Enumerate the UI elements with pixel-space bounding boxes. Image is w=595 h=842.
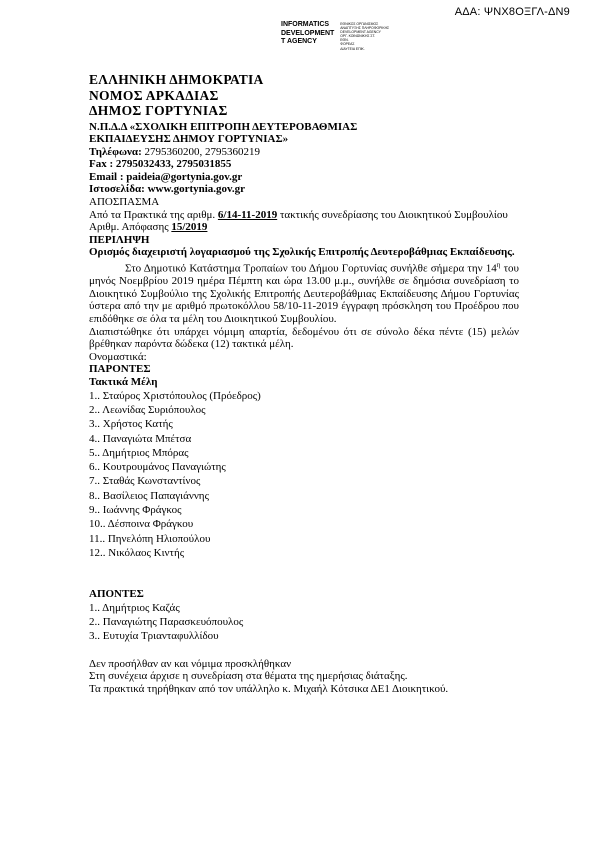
website-label: Ιστοσελίδα:	[89, 183, 145, 196]
para1-superscript: η	[496, 261, 501, 270]
list-item: 3.. Χρήστος Κατής	[89, 418, 173, 431]
spacer	[89, 644, 519, 658]
decision-number-line	[89, 221, 519, 234]
closing-not-attended: Δεν προσήλθαν αν και νόμιμα προσκλήθηκαν	[89, 657, 292, 670]
closing-session-start: Στη συνέχεια άρχισε η συνεδρίαση στα θέματα της ημερήσιας διάταξης.	[89, 670, 408, 683]
paragraph-meeting	[89, 259, 519, 326]
para1-part-b: του μηνός Νοεμβρίου 2019 ημέρα Πέμπτη και ώρα 13.00 μ.μ., συνήλθε σε δημόσια συνεδρίαση το Διοικητικό Συμβούλιο της Σχολικής Επιτροπής Δευτεροβάθμιας Εκπαίδευσης Δήμου Γορτυνίας ύστερα από την με αριθμό πρωτοκόλλου 58/10-11-2019 έγγραφη πρόσκληση του Προέδρου που επιδόθηκε σε όλα τα μέλη του Διοικητικού Συμβουλίου.	[89, 262, 519, 326]
summary-heading: ΠΕΡΙΛΗΨΗ	[89, 233, 150, 246]
fax-line: Fax : 2795032433, 2795031855	[89, 158, 232, 171]
logo-line: T AGENCY	[281, 38, 317, 46]
decision-number: 15/2019	[171, 221, 208, 234]
list-item: 10.. Δέσποινα Φράγκου	[89, 518, 194, 531]
list-item: 9.. Ιωάννης Φράγκος	[89, 504, 182, 516]
logo-line: DEVELOPMENT	[281, 29, 335, 37]
present-heading: ΠΑΡΟΝΤΕΣ	[89, 363, 151, 376]
logo-side-line: DEVELOPMENT AGENCY	[340, 30, 381, 35]
phone-value: 2795360200, 2795360219	[141, 145, 260, 158]
minutes-reference	[89, 209, 519, 222]
phone-label: Τηλέφωνα:	[89, 145, 142, 158]
list-item: 6.. Κουτρουμάνος Παναγιώτης	[89, 461, 226, 474]
logo-side-line: ΕΘΝ.	[340, 38, 349, 43]
ada-code: ΑΔΑ: ΨΝΧ8ΟΞΓΛ-ΔΝ9	[454, 6, 570, 18]
list-item: 7.. Σταθάς Κωνσταντίνος	[89, 475, 201, 488]
diavgeia-logo	[281, 21, 389, 51]
minutes-post: τακτικής συνεδρίασης του Διοικητικού Συμβουλίου	[277, 208, 508, 221]
list-item: 1.. Σταύρος Χριστόπουλος (Πρόεδρος)	[89, 389, 261, 402]
regular-members-heading: Τακτικά Μέλη	[89, 376, 158, 389]
logo-side-line: ΕΘΝΙΚΟΣ ΟΡΓΑΝΙΣΜΟΣ	[340, 22, 379, 26]
summary-text: Ορισμός διαχειριστή λογαριασμού της Σχολικής Επιτροπής Δευτεροβάθμιας Εκπαίδευσης.	[89, 246, 515, 259]
logo-main-text	[281, 21, 334, 51]
paragraph-quorum: Διαπιστώθηκε ότι υπάρχει νόμιμη απαρτία, δεδομένου ότι σε σύνολο δέκα πέντε (15) μελών βρέθηκαν παρόντα δώδεκα (12) τακτικά μέλη.	[89, 325, 519, 351]
logo-side-text	[340, 22, 389, 51]
list-item: 5.. Δημήτριος Μπόρας	[89, 446, 189, 459]
header-prefecture: ΝΟΜΟΣ ΑΡΚΑΔΙΑΣ	[89, 87, 219, 103]
minutes-pre: Από τα Πρακτικά της αριθμ.	[89, 208, 218, 221]
logo-side-line: ΑΝΑΠΤΥΞΗΣ ΠΛΗΡΟΦΟΡΙΚΗΣ	[340, 26, 390, 31]
logo-line: INFORMATICS	[281, 21, 330, 28]
spacer	[89, 560, 519, 588]
document-body	[89, 72, 519, 695]
list-item: 4.. Παναγιώτα Μπέτσα	[89, 432, 192, 445]
list-item: 1.. Δημήτριος Καζάς	[89, 601, 180, 614]
logo-side-line: ΦΟΡΕΑΣ	[340, 42, 355, 47]
email-line: Email : paideia@gortynia.gov.gr	[89, 170, 243, 183]
meeting-number: 6/14-11-2019	[217, 208, 278, 221]
website-value: www.gortynia.gov.gr	[144, 183, 246, 196]
list-item: 2.. Παναγιώτης Παρασκευόπουλος	[89, 616, 244, 629]
list-item: 3.. Ευτυχία Τριανταφυλλίδου	[89, 630, 219, 643]
logo-side-line: ΟΡΓ. ΚΟΙΝΩΝΙΚΗΣ ΣΤ.	[340, 34, 376, 39]
closing-minutes-keeper: Τα πρακτικά τηρήθηκαν από τον υπάλληλο κ. Μιχαήλ Κότσικα ΔΕ1 Διοικητικού.	[89, 682, 449, 695]
header-municipality: ΔΗΜΟΣ ΓΟΡΤΥΝΙΑΣ	[89, 103, 228, 118]
decision-label: Αριθμ. Απόφασης	[89, 221, 172, 234]
doc-type: ΑΠΟΣΠΑΣΜΑ	[89, 196, 160, 209]
phone-line	[89, 146, 519, 159]
absent-members-list	[89, 601, 519, 644]
present-members-list	[89, 389, 519, 561]
absent-heading: ΑΠΟΝΤΕΣ	[89, 588, 144, 601]
list-item: 12.. Νικόλαος Κιντής	[89, 546, 185, 559]
list-item: 11.. Πηνελόπη Ηλιοπούλου	[89, 532, 211, 545]
by-name-label: Ονομαστικά:	[89, 350, 147, 363]
list-item: 2.. Λεωνίδας Συριόπουλος	[89, 403, 206, 416]
logo-side-line: ΔΙΑΥΓΕΙΑ ΕΠΙΚ.	[340, 46, 365, 51]
header-entity-line2: ΕΚΠΑΙΔΕΥΣΗΣ ΔΗΜΟΥ ΓΟΡΤΥΝΙΑΣ»	[89, 133, 289, 146]
website-line	[89, 183, 519, 196]
para1-part-a: Στο Δημοτικό Κατάστημα Τροπαίων του Δήμου Γορτυνίας συνήλθε σήμερα την 14	[125, 262, 497, 275]
header-republic: ΕΛΛΗΝΙΚΗ ΔΗΜΟΚΡΑΤΙΑ	[89, 72, 264, 87]
header-entity-line1: Ν.Π.Δ.Δ «ΣΧΟΛΙΚΗ ΕΠΙΤΡΟΠΗ ΔΕΥΤΕΡΟΒΑΘΜΙΑΣ	[89, 120, 358, 133]
list-item: 8.. Βασίλειος Παπαγιάννης	[89, 489, 209, 502]
